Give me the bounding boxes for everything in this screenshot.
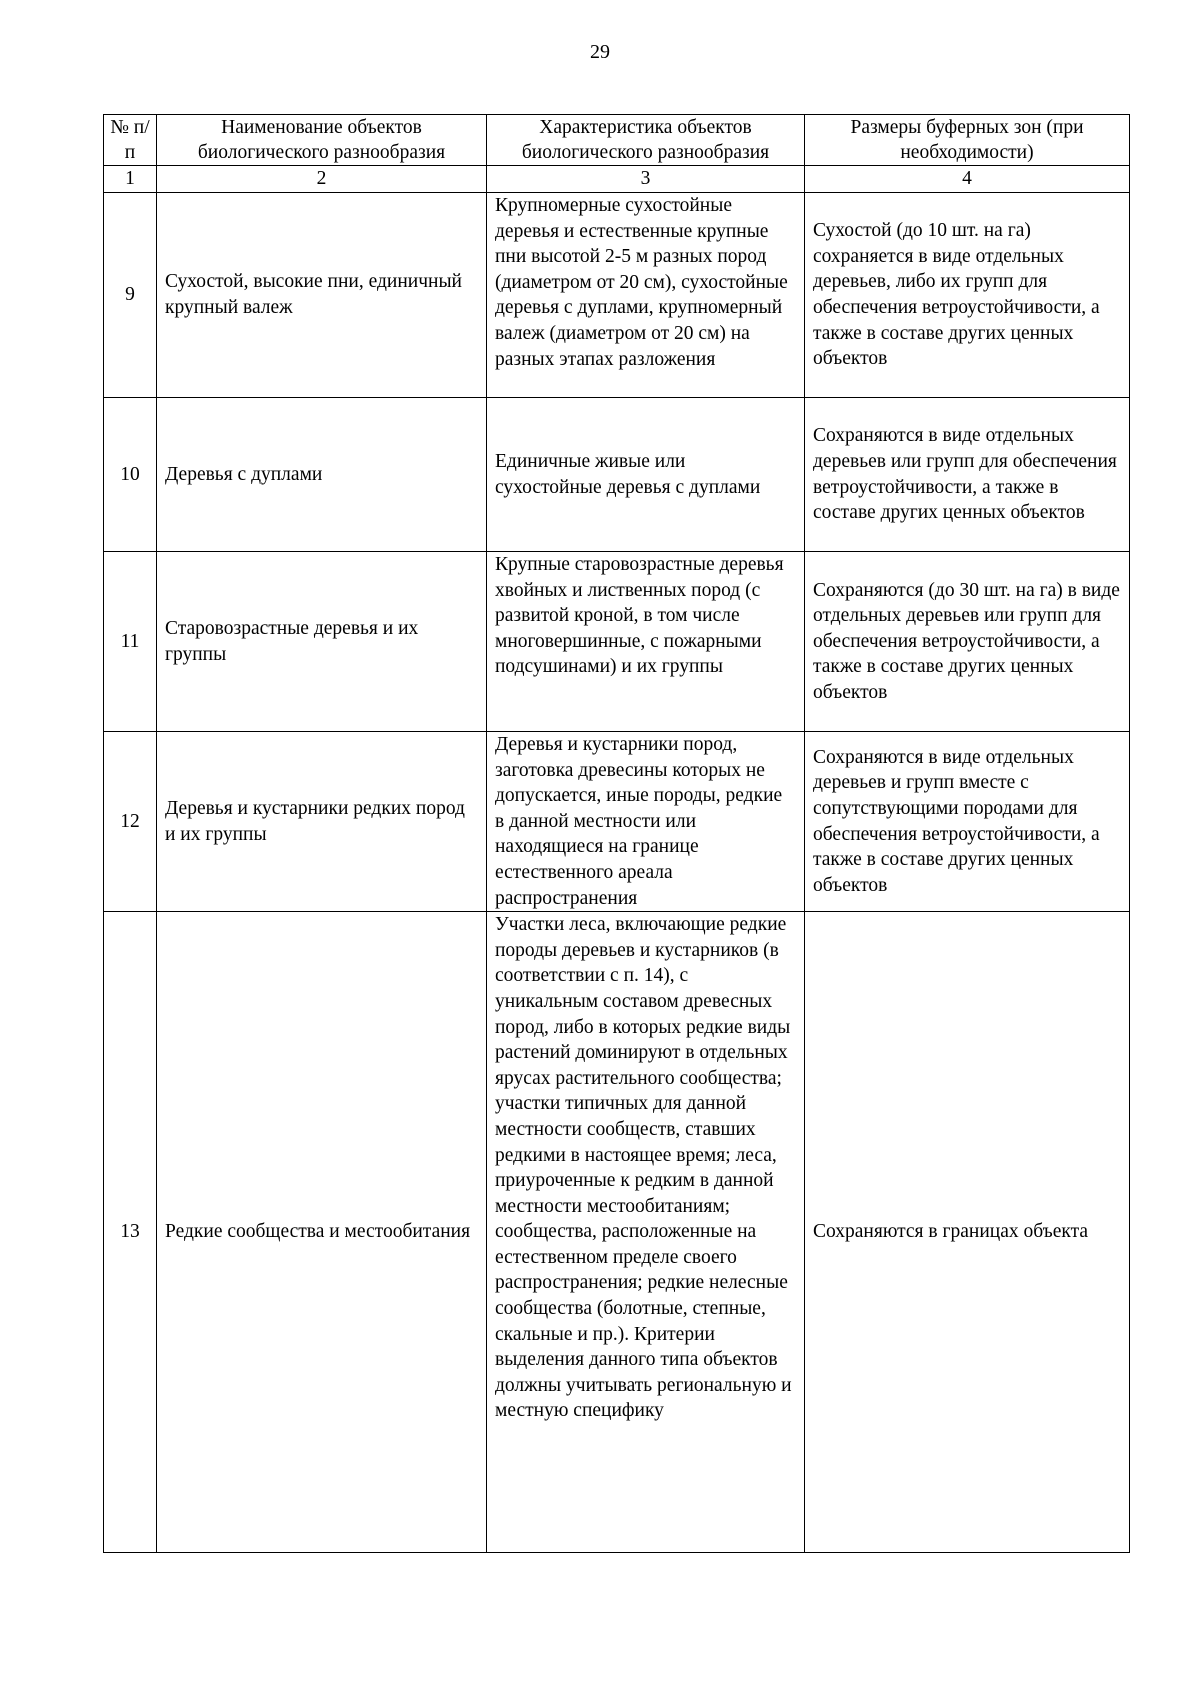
- table-header-row: [104, 115, 1130, 166]
- object-name: Старовозрастные деревья и их группы: [157, 552, 487, 732]
- buffer-zone-size: Сохраняются (до 30 шт. на га) в виде отдельных деревьев или групп для обеспечения ветроустойчивости, а также в составе других ценных объектов: [805, 552, 1130, 732]
- column-index: 2: [157, 166, 487, 193]
- buffer-zone-size: Сохраняются в виде отдельных деревьев или групп для обеспечения ветроустойчивости, а также в составе других ценных объектов: [805, 398, 1130, 552]
- header-characteristic: Характеристика объектов биологического разнообразия: [487, 115, 805, 166]
- object-characteristic: Крупномерные сухостойные деревья и естественные крупные пни высотой 2-5 м разных пород (диаметром от 20 см), сухостойные деревья с дуплами, крупномерный валеж (диаметром от 20 см) на разных этапах разложения: [487, 193, 805, 398]
- object-characteristic: Единичные живые или сухостойные деревья с дуплами: [487, 398, 805, 552]
- biodiversity-objects-table: [103, 114, 1130, 1553]
- table-row: [104, 732, 1130, 912]
- column-index: 4: [805, 166, 1130, 193]
- object-name: Деревья с дуплами: [157, 398, 487, 552]
- row-number: 12: [104, 732, 157, 912]
- table-row: [104, 552, 1130, 732]
- table-row: [104, 912, 1130, 1553]
- table-row: [104, 398, 1130, 552]
- header-buffer: Размеры буферных зон (при необходимости): [805, 115, 1130, 166]
- row-number: 13: [104, 912, 157, 1553]
- buffer-zone-size: Сохраняются в границах объекта: [805, 912, 1130, 1553]
- table-row: [104, 193, 1130, 398]
- buffer-zone-size: Сохраняются в виде отдельных деревьев и групп вместе с сопутствующими породами для обеспечения ветроустойчивости, а также в составе других ценных объектов: [805, 732, 1130, 912]
- column-index: 1: [104, 166, 157, 193]
- object-name: Сухостой, высокие пни, единичный крупный валеж: [157, 193, 487, 398]
- object-characteristic: Деревья и кустарники пород, заготовка древесины которых не допускается, иные породы, редкие в данной местности или находящиеся на границе естественного ареала распространения: [487, 732, 805, 912]
- column-index-row: [104, 166, 1130, 193]
- header-name: Наименование объектов биологического разнообразия: [157, 115, 487, 166]
- row-number: 11: [104, 552, 157, 732]
- object-characteristic: Участки леса, включающие редкие породы деревьев и кустарников (в соответствии с п. 14), с уникальным составом древесных пород, либо в которых редкие виды растений доминируют в отдельных ярусах растительного сообщества; участки типичных для данной местности сообществ, ставших редкими в настоящее время; леса, приуроченные к редким в данной местности местообитаниям; сообщества, расположенные на естественном пределе своего распространения; редкие нелесные сообщества (болотные, степные, скальные и пр.). Критерии выделения данного типа объектов должны учитывать региональную и местную специфику: [487, 912, 805, 1553]
- page-number: 29: [590, 41, 610, 63]
- object-name: Редкие сообщества и местообитания: [157, 912, 487, 1553]
- row-number: 9: [104, 193, 157, 398]
- object-characteristic: Крупные старовозрастные деревья хвойных и лиственных пород (с развитой кроной, в том числе многовершинные, с пожарными подсушинами) и их группы: [487, 552, 805, 732]
- column-index: 3: [487, 166, 805, 193]
- buffer-zone-size: Сухостой (до 10 шт. на га) сохраняется в виде отдельных деревьев, либо их групп для обеспечения ветроустойчивости, а также в составе других ценных объектов: [805, 193, 1130, 398]
- object-name: Деревья и кустарники редких пород и их группы: [157, 732, 487, 912]
- header-num: № п/п: [104, 115, 157, 166]
- row-number: 10: [104, 398, 157, 552]
